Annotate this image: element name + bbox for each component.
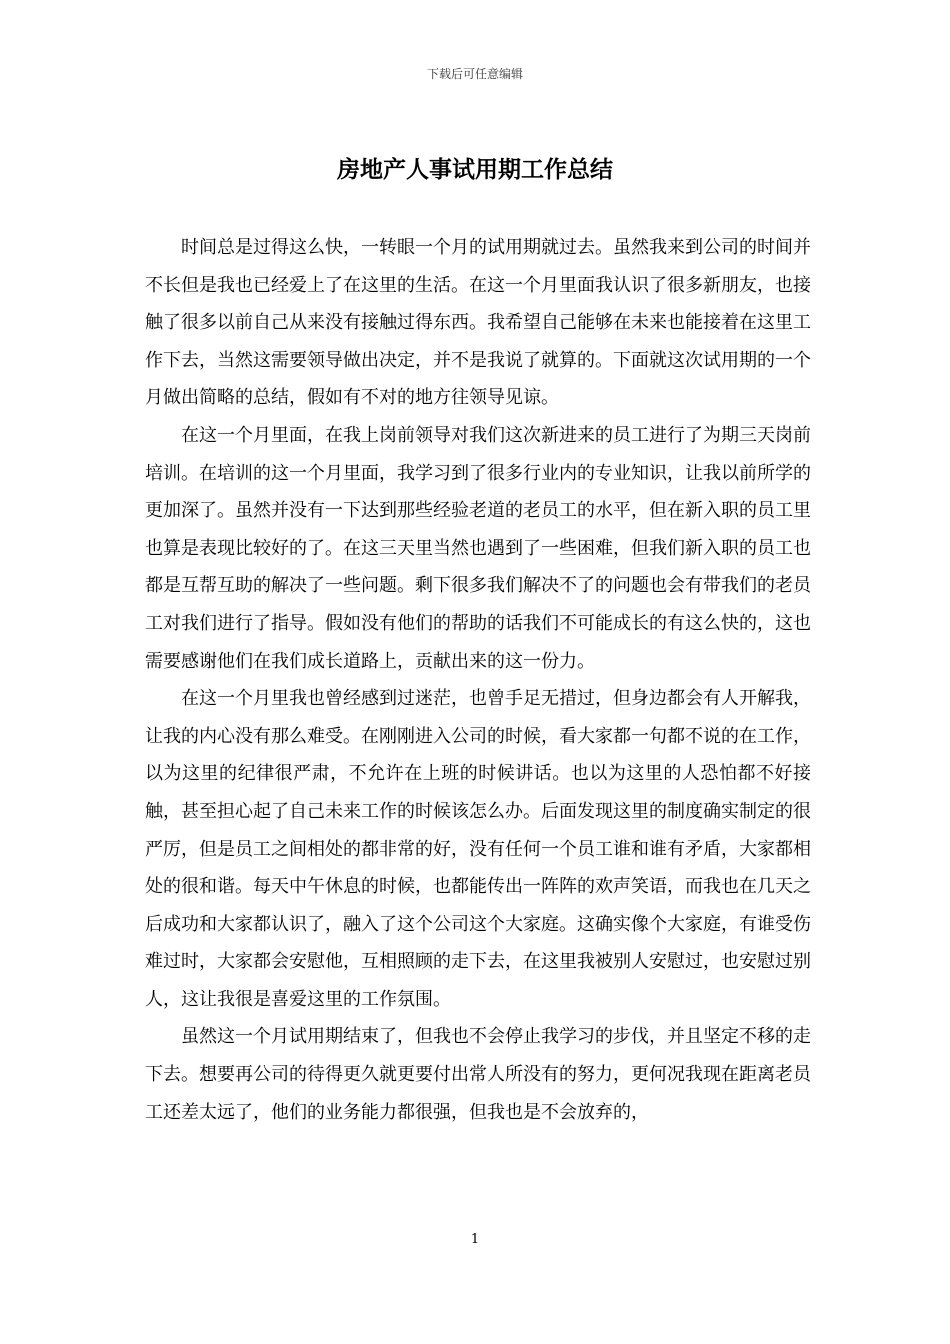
paragraph-2: 在这一个月里面，在我上岗前领导对我们这次新进来的员工进行了为期三天岗前培训。在培训的这一个月里面，我学习到了很多行业内的专业知识，让我以前所学的更加深了。虽然并没有一下达到那些经验老道的老员工的水平，但在新入职的员工里也算是表现比较好的了。在这三天里当然也遇到了一些困难，但我们新入职的员工也都是互帮互助的解决了一些问题。剩下很多我们解决不了的问题也会有带我们的老员工对我们进行了指导。假如没有他们的帮助的话我们不可能成长的有这么快的，这也需要感谢他们在我们成长道路上，贡献出来的这一份力。 [145, 424, 811, 672]
header-note: 下载后可任意编辑 [426, 67, 523, 81]
page-number: 1 [470, 1232, 480, 1247]
paragraph-3: 在这一个月里我也曾经感到过迷茫，也曾手足无措过，但身边都会有人开解我，让我的内心没有那么难受。在刚刚进入公司的时候，看大家都一句都不说的在工作，以为这里的纪律很严肃，不允许在上班的时候讲话。也以为这里的人恐怕都不好接触，甚至担心起了自己未来工作的时候该怎么办。后面发现这里的制度确实制定的很严厉，但是员工之间相处的都非常的好，没有任何一个员工谁和谁有矛盾，大家都相处的很和谐。每天中午休息的时候，也都能传出一阵阵的欢声笑语，而我也在几天之后成功和大家都认识了，融入了这个公司这个大家庭。这确实像个大家庭，有谁受伤难过时，大家都会安慰他，互相照顾的走下去，在这里我被别人安慰过，也安慰过别人，这让我很是喜爱这里的工作氛围。 [145, 688, 811, 1010]
paragraph-1: 时间总是过得这么快，一转眼一个月的试用期就过去。虽然我来到公司的时间并不长但是我也已经爱上了在这里的生活。在这一个月里面我认识了很多新朋友，也接触了很多以前自己从来没有接触过得东西。我希望自己能够在未来也能接着在这里工作下去，当然这需要领导做出决定，并不是我说了就算的。下面就这次试用期的一个月做出简略的总结，假如有不对的地方往领导见谅。 [145, 237, 811, 409]
paragraph-4: 虽然这一个月试用期结束了，但我也不会停止我学习的步伐，并且坚定不移的走下去。想要再公司的待得更久就更要付出常人所没有的努力，更何况我现在距离老员工还差太远了，他们的业务能力都很强，但我也是不会放弃的， [145, 1026, 811, 1123]
document-title: 房地产人事试用期工作总结 [337, 156, 613, 183]
document-body [145, 229, 811, 1131]
